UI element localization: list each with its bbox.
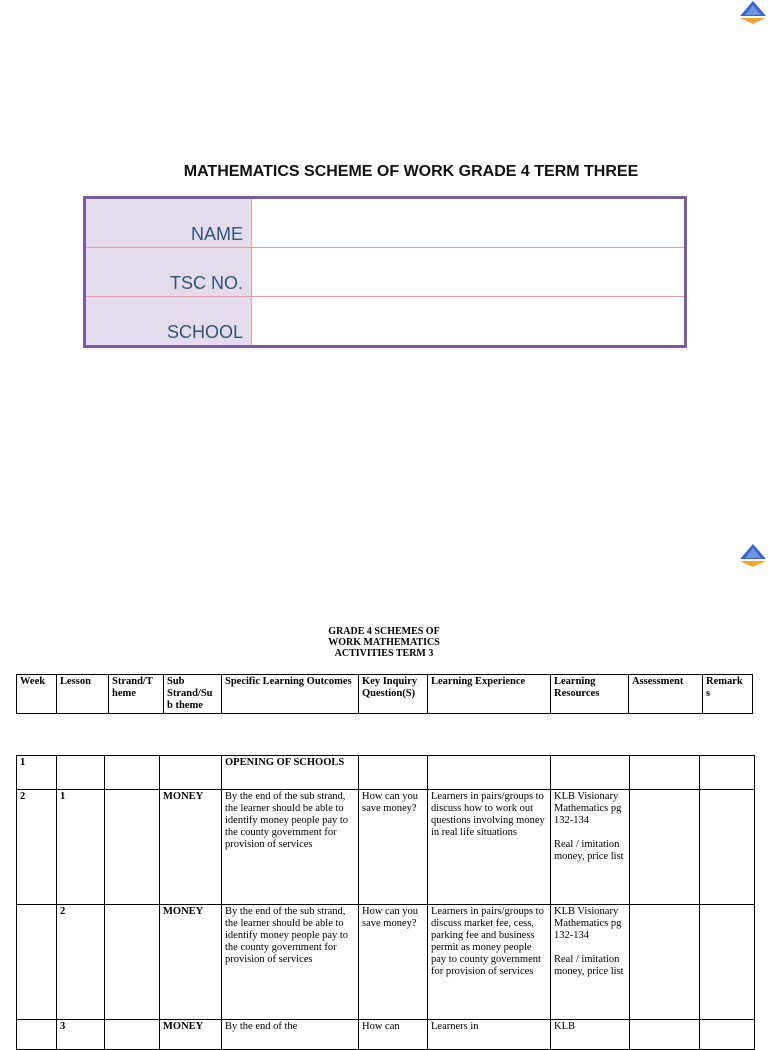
- resources-cell: [551, 905, 630, 1020]
- strand-cell: [105, 905, 160, 1020]
- resources-cell: [551, 756, 630, 790]
- week-cell: [17, 1020, 57, 1050]
- week-cell: 1: [17, 756, 57, 790]
- remarks-cell: [700, 1020, 755, 1050]
- outcomes-cell: By the end of the sub strand, the learner should be able to identify money people pay to the county government for provision of services: [222, 790, 359, 905]
- teacher-info-table: [83, 196, 687, 348]
- resources-text: KLB Visionary Mathematics pg 132-134: [554, 906, 622, 941]
- question-cell: How can: [359, 1020, 428, 1050]
- lesson-cell: 1: [57, 790, 105, 905]
- week-cell: 2: [17, 790, 57, 905]
- column-header: Lesson: [57, 675, 109, 714]
- lesson-cell: 2: [57, 905, 105, 1020]
- sub-strand-cell: MONEY: [160, 790, 222, 905]
- table-row: [17, 905, 755, 1020]
- header-row: [17, 675, 753, 714]
- name-field[interactable]: [252, 198, 686, 248]
- lesson-cell: 3: [57, 1020, 105, 1050]
- scheme-title-line: WORK MATHEMATICS: [328, 637, 440, 648]
- table-row: [17, 756, 755, 790]
- strand-cell: [105, 1020, 160, 1050]
- resources-cell: [551, 1020, 630, 1050]
- column-header: Assessment: [629, 675, 703, 714]
- table-row: [17, 790, 755, 905]
- resources-text: KLB: [554, 1021, 575, 1032]
- scheme-title: [300, 626, 468, 659]
- column-header: Specific Learning Outcomes: [222, 675, 359, 714]
- column-header: Sub Strand/Su b theme: [164, 675, 222, 714]
- question-cell: How can you save money?: [359, 790, 428, 905]
- strand-cell: [105, 790, 160, 905]
- resources-cell: [551, 790, 630, 905]
- logo-icon: [738, 0, 768, 26]
- resources-text: KLB Visionary Mathematics pg 132-134: [554, 791, 622, 826]
- sub-strand-cell: MONEY: [160, 905, 222, 1020]
- resources-text: Real / imitation money, price list: [554, 839, 624, 862]
- page-title: MATHEMATICS SCHEME OF WORK GRADE 4 TERM THREE: [183, 163, 639, 180]
- remarks-cell: [700, 905, 755, 1020]
- experience-cell: Learners in: [428, 1020, 551, 1050]
- name-label: NAME: [85, 198, 252, 248]
- lesson-cell: [57, 756, 105, 790]
- table-row: [17, 1020, 755, 1050]
- tsc-no-field[interactable]: [252, 248, 686, 297]
- resources-text: Real / imitation money, price list: [554, 954, 624, 977]
- logo-icon: [738, 543, 768, 569]
- column-header: Learning Resources: [551, 675, 629, 714]
- assessment-cell: [630, 905, 700, 1020]
- table-row: [85, 297, 686, 347]
- experience-cell: [428, 756, 551, 790]
- experience-cell: Learners in pairs/groups to discuss how to work out questions involving money in real life situations: [428, 790, 551, 905]
- tsc-no-label: TSC NO.: [85, 248, 252, 297]
- column-header: Learning Experience: [428, 675, 551, 714]
- strand-cell: [105, 756, 160, 790]
- scheme-header-table: [16, 674, 753, 714]
- remarks-cell: [700, 756, 755, 790]
- column-header: Key Inquiry Question(S): [359, 675, 428, 714]
- column-header: Strand/T heme: [109, 675, 164, 714]
- sub-strand-cell: [160, 756, 222, 790]
- scheme-body-table: [16, 755, 755, 1050]
- outcomes-cell: By the end of the: [222, 1020, 359, 1050]
- question-cell: How can you save money?: [359, 905, 428, 1020]
- question-cell: [359, 756, 428, 790]
- assessment-cell: [630, 790, 700, 905]
- scheme-title-line: ACTIVITIES TERM 3: [334, 648, 434, 659]
- remarks-cell: [700, 790, 755, 905]
- week-cell: [17, 905, 57, 1020]
- school-label: SCHOOL: [85, 297, 252, 347]
- outcomes-cell: By the end of the sub strand, the learner should be able to identify money people pay to the county government for provision of services: [222, 905, 359, 1020]
- outcomes-cell: OPENING OF SCHOOLS: [222, 756, 359, 790]
- column-header: Remark s: [703, 675, 753, 714]
- assessment-cell: [630, 1020, 700, 1050]
- scheme-title-line: GRADE 4 SCHEMES OF: [328, 626, 440, 637]
- assessment-cell: [630, 756, 700, 790]
- experience-cell: Learners in pairs/groups to discuss market fee, cess, parking fee and business permit as money people pay to county government for provision of services: [428, 905, 551, 1020]
- school-field[interactable]: [252, 297, 686, 347]
- table-row: [85, 248, 686, 297]
- column-header: Week: [17, 675, 57, 714]
- table-row: [85, 198, 686, 248]
- sub-strand-cell: MONEY: [160, 1020, 222, 1050]
